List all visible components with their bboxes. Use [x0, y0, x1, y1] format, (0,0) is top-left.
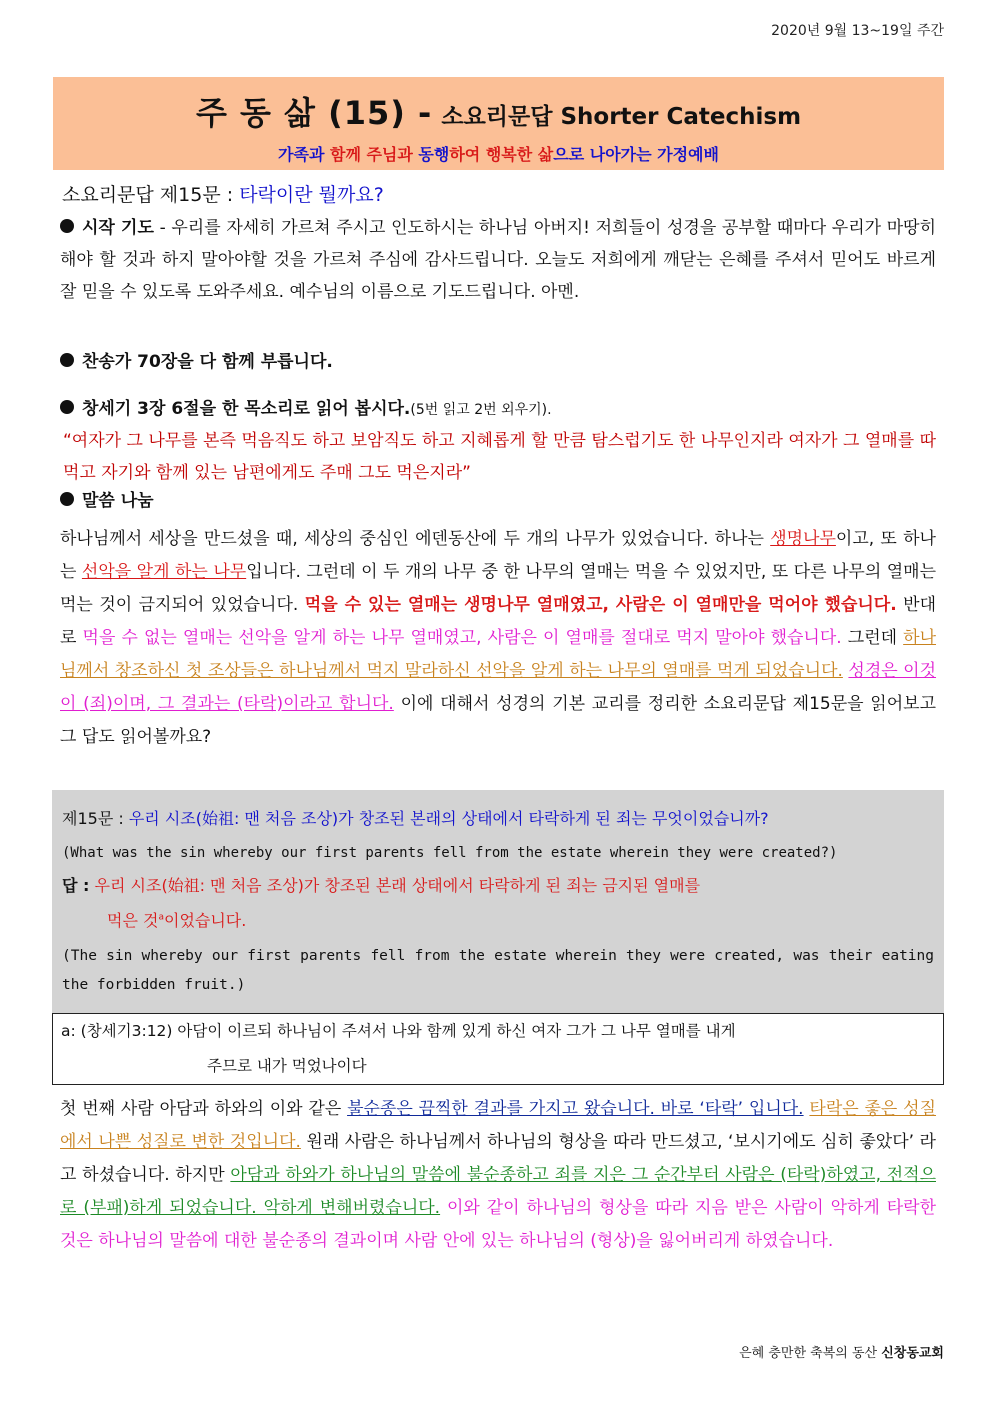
text-segment: 생명나무 [770, 529, 836, 549]
text-segment: 아담과 하와가 하나님의 말씀에 불순종하고 죄를 지은 그 순간부터 사람은 (타락)하였고, 전적으로 (부패)하게 되었습니다. 악하게 변해버렸습니다. [60, 1165, 936, 1218]
text-segment: 반대로 [60, 595, 937, 648]
subtitle-segment: 나아가는 [589, 145, 658, 164]
catechism-answer: 답 : 우리 시조(始祖: 맨 처음 조상)가 창조된 본래 상태에서 타락하게 된 죄는 금지된 열매를 [62, 876, 701, 895]
text-segment: 이고, 또 하나는 [60, 529, 936, 582]
text-segment: 하나님께서 창조하신 첫 조상들은 하나님께서 먹지 말라하신 선악을 알게 하는 나무의 열매를 먹게 되었습니다. [60, 628, 937, 681]
sharing-heading: 말씀 나눔 [60, 486, 154, 511]
text-segment: 먹을 수 없는 열매는 선악을 알게 하는 나무 열매였고, 사람은 이 열매를 절대로 먹지 말아야 했습니다. [82, 628, 842, 648]
subtitle-segment: 함께 [329, 145, 367, 164]
text-segment: 입니다. 그런데 이 두 개의 나무 중 한 나무의 열매는 먹을 수 있었지만, 또 다른 나무의 열매는 먹는 것이 금지되어 있었습니다. [60, 562, 936, 615]
subtitle-segment: 동행 [418, 145, 450, 164]
week-date: 2020년 9월 13~19일 주간 [771, 23, 944, 39]
text-segment: 타락은 좋은 성질에서 나쁜 성질로 변한 것입니다. [60, 1099, 937, 1152]
footnote-line-2: 주므로 내가 먹었나이다 [207, 1057, 367, 1075]
footer: 은혜 충만한 축복의 동산 신창동교회 [739, 1346, 944, 1361]
subtitle-segment: 으로 [553, 145, 590, 164]
catechism-question-english: (What was the sin whereby our first parents fell from the estate wherein they were created?) [62, 845, 838, 861]
text-segment: 먹을 수 있는 열매는 생명나무 열매였고, 사람은 이 열매만을 먹어야 했습니다. [304, 595, 897, 615]
text-segment: 이에 대해서 성경의 기본 교리를 정리한 소요리문답 제15문을 읽어보고 그 답도 읽어볼까요? [60, 694, 936, 747]
question-title [62, 180, 384, 207]
flower-bullet-icon [60, 353, 74, 367]
subtitle-segment: 가족과 [278, 145, 330, 164]
text-segment: 원래 사람은 하나님께서 하나님의 형상을 따라 만드셨고, ‘보시기에도 심히 좋았다’ 라고 하셨습니다. 하지만 [60, 1132, 936, 1185]
title-main: 주 동 삶 (15) - [195, 94, 433, 132]
text-segment: 선악을 알게 하는 나무 [81, 562, 247, 582]
subtitle-segment: 가정예배 [657, 145, 719, 164]
flower-bullet-icon [60, 219, 74, 233]
flower-bullet-icon [60, 400, 74, 414]
flower-bullet-icon [60, 492, 74, 506]
banner-subtitle [53, 142, 944, 165]
catechism-answer-line2: 먹은 것$^a$이었습니다. [107, 911, 247, 930]
prayer-heading: 시작 기도 [82, 218, 154, 238]
page-title [53, 88, 944, 134]
text-segment: 불순종은 끔찍한 결과를 가지고 왔습니다. 바로 ‘타락’ 입니다. [347, 1099, 804, 1119]
catechism-answer-english: (The sin whereby our first parents fell from the estate wherein they were created, was their eating the forbidden fruit.) [62, 948, 934, 993]
body-paragraph-2 [60, 1093, 936, 1258]
subtitle-segment: 주님과 [366, 145, 419, 164]
text-segment: 성경은 이것이 (죄)이며, 그 결과는 (타락)이라고 합니다. [60, 661, 937, 714]
opening-prayer [60, 212, 936, 308]
text-segment: 하나님께서 세상을 만드셨을 때, 세상의 중심인 에덴동산에 두 개의 나무가 있었습니다. 하나는 [60, 529, 771, 549]
subtitle-segment: 하여 [449, 145, 486, 164]
subtitle-segment: 삶 [537, 145, 554, 164]
subtitle-segment: 행복한 [485, 145, 538, 164]
text-segment: 첫 번째 사람 아담과 하와의 이와 같은 [60, 1099, 348, 1119]
bible-verse: “여자가 그 나무를 본즉 먹음직도 하고 보암직도 하고 지혜롭게 할 만큼 탐스럽기도 한 나무인지라 여자가 그 열매를 따먹고 자기와 함께 있는 남편에게도 주매 그도 먹은지라” [63, 431, 936, 483]
text-segment [440, 1198, 447, 1218]
body-paragraph-1 [60, 523, 936, 754]
footnote-line-1: a: (창세기3:12) 아담이 이르되 하나님이 주셔서 나와 함께 있게 하신 여자 그가 그 나무 열매를 내게 [61, 1022, 736, 1040]
reading-line: 창세기 3장 6절을 한 목소리로 읽어 봅시다.(5번 읽고 2번 외우기). [60, 394, 552, 419]
prayer-text: - 우리를 자세히 가르쳐 주시고 인도하시는 하나님 아버지! 저희들이 성경을 공부할 때마다 우리가 마땅히 해야 할 것과 하지 말아야할 것을 가르쳐 주심에 감사드립니다. 오늘도 저희에게 깨닫는 은혜를 주셔서 믿어도 바르게 잘 믿을 수 있도록 도와주세요. 예수님의 이름으로 기도드립니다. 아멘. [60, 218, 937, 302]
hymn-line: 찬송가 70장을 다 함께 부릅니다. [60, 347, 333, 372]
title-sub: 소요리문답 Shorter Catechism [441, 104, 802, 130]
text-segment: 그런데 [841, 628, 904, 648]
text-segment: 이와 같이 하나님의 형상을 따라 지음 받은 사람이 악하게 타락한 것은 하나님의 말씀에 대한 불순종의 결과이며 사람 안에 있는 하나님의 (형상)을 잃어버리게 하였습니다. [60, 1198, 937, 1251]
question-text: 타락이란 뭘까요? [239, 184, 384, 206]
question-label: 소요리문답 제15문 : [62, 184, 234, 206]
catechism-question: 제15문 : 우리 시조(始祖: 맨 처음 조상)가 창조된 본래의 상태에서 타락하게 된 죄는 무엇이었습니까? [62, 809, 769, 828]
